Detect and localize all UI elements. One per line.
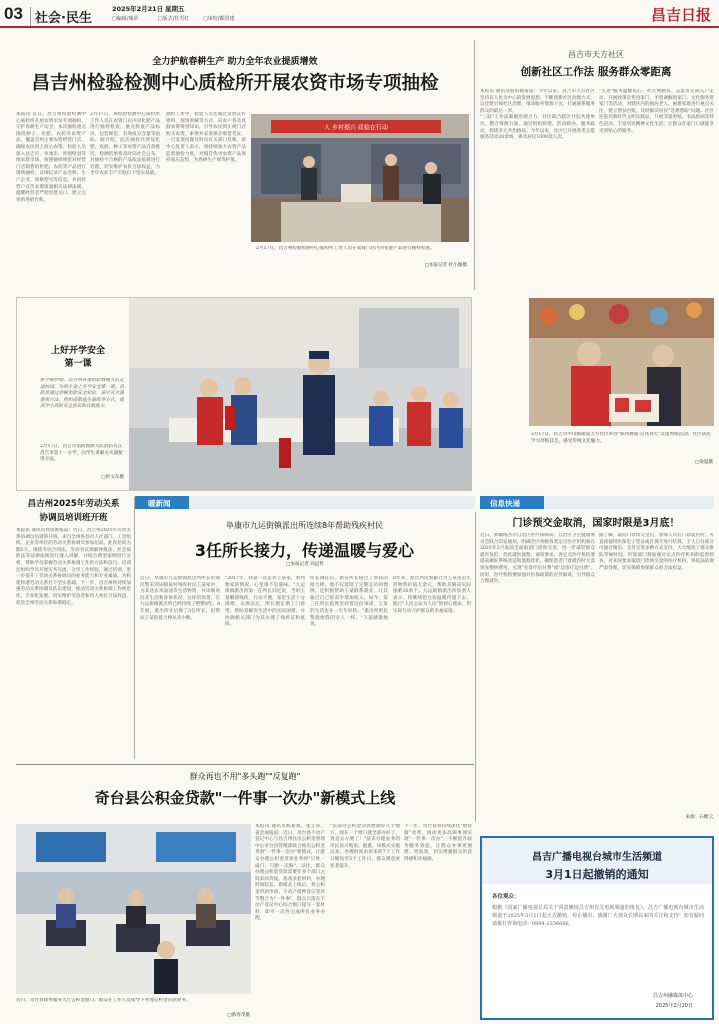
art4-col4: 8年来，派出所民警累计为王某送去生活物资价值万余元，帮助其解决实际困难20余个。九运街镇派出所负责人表示，将继续把这份温暖传递下去，践行"人民公安为人民"的初心使命，用实际行动守护群众的幸福安康。: [393, 576, 471, 614]
safety-title-2: 第一课: [64, 359, 92, 369]
art2-col1: 本报讯 通讯员殷绍媛报道：今年以来，昌吉市天方社区坚持以人民为中心的发展思想，不断创新社区治理方式，以党建引领社区治理，推动服务资源下沉，打通联系服务群众的最后一米。 "三联"工作法凝聚治理合力。社区联合辖区共驻共建单位，整合资源力量，通过组织联建、活动联办、服务联动，构建多元共治格局。今年以来，社区已开展各类志愿服务活动20余场，惠及居民1000余人次。: [480, 89, 595, 141]
page-number: 03: [4, 4, 23, 23]
art6-title: 奇台县公积金贷款"一件事一次办"新模式上线: [94, 789, 396, 807]
notice-salute: 各位观众：: [492, 894, 520, 900]
notice-signature: 昌吉州融媒体中心: [652, 993, 693, 999]
paper-logo: 昌吉日报: [650, 6, 711, 24]
safety-caption: 2月17日，昌吉市消防救援大队消防员在昌吉市第十一小学，向学生讲解灭火器使用方法。: [40, 444, 123, 463]
art5-col2: 据了解，取消门诊预交金后，参保人员在门诊就医时，可直接使用医保电子凭证或社保卡进行结算，个人自付部分可通过微信、支付宝等多种方式支付，大大缩短了群众排队等候时间。医保部门将加强对定点医疗机构的监督检查，对未按要求取消门诊预交金的医疗机构，将依法依规严肃处理，切实保障参保群众的合法权益。: [599, 533, 714, 571]
art3-title-2: 协调员培训班开班: [39, 513, 108, 523]
art6-photo-credit: □新春茂摄: [227, 1013, 250, 1018]
art4-col3: 所长调任后，新任所长接过了帮扶的接力棒。他不仅延续了定期走访的惯例，还积极帮助王某联系就业，让其通过自己的双手增加收入。如今，第三任所长依然坚持着这份承诺，王某的生活也在一年年好转。"派出所的民警就像我的亲人一样。"王某感激地说。: [310, 576, 388, 628]
art4-kicker: 阜康市九运街镇派出所连续8年帮助残疾村民: [225, 521, 384, 530]
notice-body: 根据《国家广播电视总局关于同意撤销昌吉州有关电视频道的批复》，昌吉广播电视台城市生活频道于2025年3月1日起正式撤销，停止播出。感谢广大观众长期以来的关注和支持！如有疑问请拨打咨询电话：0994-2336666。: [492, 905, 704, 927]
art2-photo: [529, 298, 714, 426]
info-strip-text: 信息快递: [490, 499, 520, 508]
column-divider: [475, 512, 476, 822]
art1-title: 昌吉州检验检测中心质检所开展农资市场专项抽检: [31, 73, 439, 94]
art6-col1: 本报讯 通讯员杨嘉燕、张立涛、姜金丽报道：近日，奇台县不动产登记中心与昌吉州住房公积金管理中心奇台县管理部联合推出公积金贷款"一件事一次办"新模式，让群众办理公积金贷款业务时"只进一扇门、只跑一次路"。以往，群众办理公积金贷款需要在多个部门之间来回奔波，准备多套材料，办理时间较长。新模式上线后，将公积金贷款申请、不动产抵押登记等环节整合为"一件事"，群众只需在不动产登记中心综合窗口提交一套材料，即可一次性完成所有业务办理。: [255, 824, 325, 922]
layout-credit: □版式/任雪红: [158, 16, 190, 22]
art1-banner: 人 乡村振兴 质检在行动: [324, 124, 388, 132]
column-divider: [474, 40, 475, 290]
art1-kicker: 全力护航春耕生产 助力全年农业提质增效: [152, 57, 318, 67]
art2-photo-credit: □梁超摄: [694, 460, 713, 465]
art3-title: 昌吉州2025年劳动关系: [27, 499, 120, 509]
art2-col2: "五进"服务温暖民心。社区网格员、志愿者定期入户走访，开展政策宣传进家门、矛盾调解进家门、文化服务进家门等活动，对辖区内的独居老人、困难家庭进行重点关注，建立帮扶台账，及时解决居民"急难愁盼"问题。社区还依托新时代文明实践站，开展非遗剪纸、书法绘画等特色活动，丰富居民精神文化生活，让群众在家门口就能享受到贴心的服务。: [599, 89, 714, 134]
art1-col3: 抽检工作中，检验人员还通过发放宣传资料、现场讲解等方式，向农户普及真假农资辨别知识，引导农民到正规门店购买农资，索要并妥善保存购货凭证，一旦发现问题及时向有关部门反映。该中心负责人表示，将持续加大农资产品监督抽检力度，对假冒伪劣农资产品保持高压态势，为春耕生产保驾护航。: [166, 112, 246, 164]
art6-photo-caption: 近日，奇台县政务服务大厅公积金窗口，群众在工作人员指导下办理公积金贷款业务。: [16, 998, 191, 1003]
art4-col2: "2017年，我第一次走访王某家，看到他家的情况，心里很不是滋味。"九运街镇派出所第一任所长回忆说，当时王某腿部残疾，行动不便，家里生活十分困难。从那以后，所长便定期上门看望，帮助其解决生活中的实际困难，并协调相关部门为其办理了残疾证和低保。: [225, 576, 305, 628]
column-divider: [134, 497, 135, 759]
art6-kicker: 群众再也不用"多头跑""反复跑": [189, 772, 301, 781]
art4-byline: □本报记者 高远哲: [286, 562, 324, 567]
masthead: [0, 0, 719, 28]
safety-body: 新学期伊始，昌吉州各地消防救援大队走进校园，为师生送上开学安全第一课。消防员通过讲解消防安全知识、演示灭火器使用方法、组织疏散逃生演练等方式，提高学生消防安全意识和自救能力。: [40, 378, 124, 410]
editor-credit: □编辑/城草: [112, 16, 139, 22]
art2-title: 创新社区工作法 服务群众零距离: [520, 66, 672, 78]
safety-credit: □洪文东摄: [101, 475, 124, 480]
safety-photo: [129, 298, 471, 490]
safety-title: 上好开学安全: [50, 346, 105, 356]
art5-col1: 近日，新疆维吾尔自治区医疗保障局、自治区卫生健康委员会联合印发通知，明确全区各级各类定点医疗机构须在2025年3月底前全面取消门诊预交金，进一步减轻群众就医负担，优化就医流程。通知要求，各定点医疗机构要提前做好系统改造和流程优化，确保患者门诊就医时无需预先缴纳费用，实现"先诊疗后付费"或"边诊疗边付费"。同时，医疗机构要加强对医保政策的宣传解读，引导群众合理就医。: [480, 533, 595, 585]
notice-title: 昌吉广播电视台城市生活频道: [532, 852, 662, 863]
section-rule: [16, 764, 474, 765]
date: 2025年2月21日: [112, 5, 164, 13]
notice-date: 2025年2月20日: [655, 1003, 693, 1009]
art1-photo: [251, 114, 469, 242]
art4-title: 3任所长接力，传递温暖与爱心: [194, 541, 415, 560]
art1-photo-caption: 2月17日，昌吉州检验检测中心质检所工作人员在农资门店内对化肥产品进行抽样检查。: [256, 246, 435, 251]
art6-photo: [16, 824, 251, 994]
notice-title-2: 3月1日起撤销的通知: [545, 868, 649, 881]
art2-eyebrow: 昌吉市天方社区: [568, 50, 624, 59]
art1-photo-credit: □本报记者 杜小璇摄: [424, 263, 467, 268]
section-title: 社会·民生: [30, 7, 92, 26]
art1-col2: 2月17日，该检验检测中心质检所工作人员在农资门店内对化肥产品进行抽样检查，重点检查产品标识、包装规范、有效成分含量等指标。据介绍，此次抽检共涉及化肥、农药、种子等农资产品百余批次，检测结果将及时向社会公布，对抽检不合格的产品依法依规进行处理，切实维护农民合法权益，为全年农业丰产丰收打下坚实基础。: [90, 112, 160, 177]
art5-title: 门诊预交金取消，国家时限是3月底！: [512, 518, 680, 529]
art3-body: 本报讯 通讯员何思源报道：近日，昌吉州2025年劳动关系协调员培训班开班。来自全州各县市人社部门、工会组织、企业等单位的劳动关系协调员参加培训。此次培训为期3天，围绕劳动合同法、劳动争议调解仲裁法、社会保险法等法律法规进行深入讲解，并结合典型案例进行分析，帮助学员掌握劳动关系协调工作的方法和技巧。培训还组织学员开展实务交流，分享工作经验。通过培训，进一步提升了劳动关系协调员的业务能力和专业素质，为构建和谐劳动关系打下坚实基础。下一步，昌吉州将持续加强劳动关系协调员队伍建设，推动劳动关系协调工作规范化、专业化发展，切实维护劳动者和用人单位合法权益，促进全州劳动关系和谐稳定。: [16, 528, 131, 606]
art2-photo-caption: 2月17日，昌吉市中山路街道天方社区举办"和风拂面·点亮春天"非遗剪纸活动，社区居民学习剪纸技艺，感受传统文化魅力。: [531, 432, 711, 444]
art5-credit: 来源：石榴云: [685, 815, 713, 820]
art1-col1: 本报讯 近日，昌吉州检验检测中心质检所开展农资市场专项抽检，守护春耕生产安全。本次抽检重点围绕种子、化肥、农药等农资产品，覆盖全州主要农资经营门店，确保农民用上放心农资。检验人员深入昌吉市、阜康市、呼图壁县等地农资市场，按照抽样规范对经营门店销售的化肥、农药等产品进行现场抽样，详细记录产品名称、生产企业、规格型号等信息，并向经营户宣传农资质量相关法律法规，提醒经营者严把进货关口，建立完善的进销台账。: [16, 112, 86, 203]
art6-col3: "以前办公积金贷款要跑好几个地方，现在一个窗口就全部办好了，真是太方便了！"前来办理业务的市民高兴地说。据悉，该模式实施以来，办理时间由原来的7个工作日缩短至3个工作日，群众满意度显著提升。: [330, 824, 400, 869]
weekday: 星期五: [165, 5, 185, 13]
art6-col4: 下一步，奇台县将持续深化"放管服"改革，推动更多高频事项实现"一件事一次办"，不断提升政务服务效能，让群众办事更便捷、更高效，切实增强群众的获得感和幸福感。: [404, 824, 472, 862]
art4-col1: 近日，阜康市九运街镇派出所所长带领民警来到该镇某村残疾村民王某家中，为其送去米面油等生活物资，并详细询问其生活和身体状况。这样的场景，在九运街镇派出所已经持续了整整8年。8年间，派出所先后换了3任所长，但帮扶王某的接力棒从未中断。: [140, 576, 220, 621]
proof-credit: □审校/都国建: [203, 16, 235, 22]
news-strip-text: 暖新闻: [148, 499, 171, 508]
